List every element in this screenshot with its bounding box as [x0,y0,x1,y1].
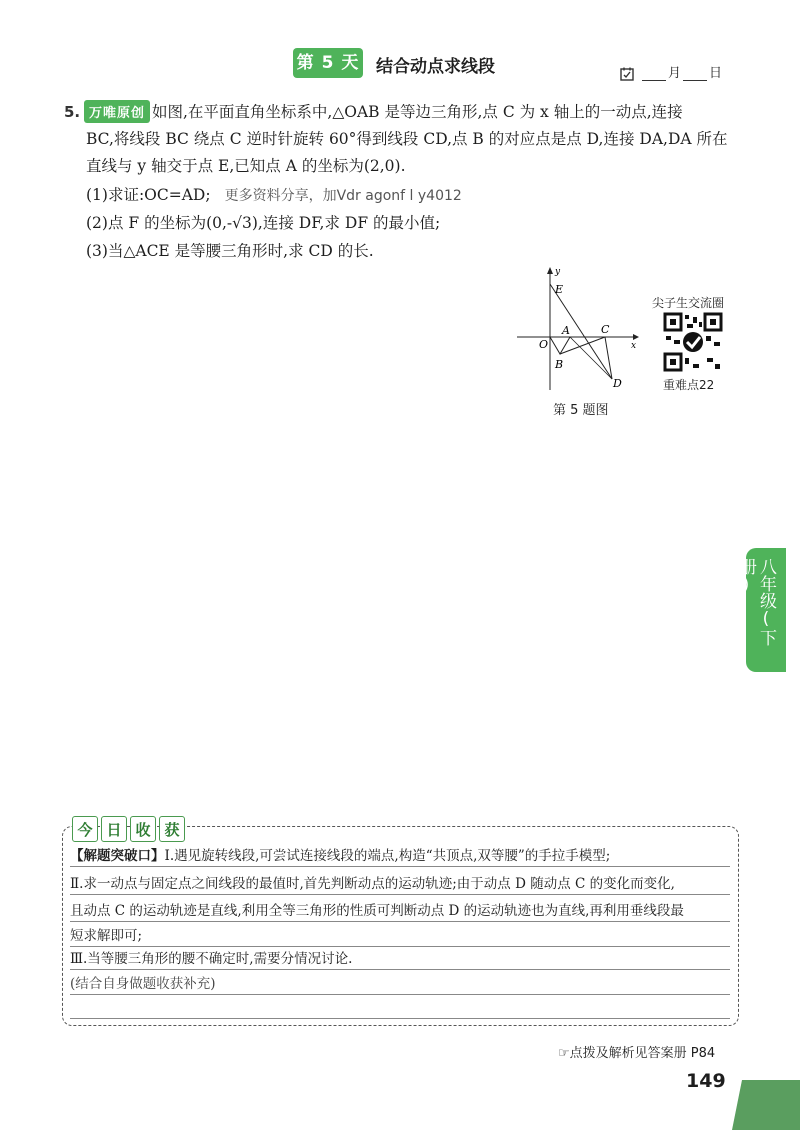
day-blank[interactable] [683,68,707,81]
sub-question-1 [86,182,462,210]
harvest-line [70,846,730,867]
grade-side-tab [736,548,786,672]
sub-question-3: (3)当△ACE 是等腰三角形时,求 CD 的长. [86,242,374,260]
question-text-line: 直线与 y 轴交于点 E,已知点 A 的坐标为(2,0). [86,157,406,175]
harvest-title-char: 收 [130,816,156,842]
label-e: E [555,283,564,296]
label-o: O [539,338,549,351]
qr-code-icon[interactable] [663,312,723,372]
label-b: B [555,358,564,371]
month-label: 月 [668,66,682,81]
label-x: x [631,341,637,351]
date-field [620,62,722,81]
harvest-line: 短求解即可; [70,926,730,947]
promo-text: 更多资料分享，加Vdr agonf l y4012 [224,188,462,204]
harvest-line: (结合自身做题收获补充) [70,974,730,995]
harvest-line: 且动点 C 的运动轨迹是直线,利用全等三角形的性质可判断动点 D 的运动轨迹也为直线,再利用垂线段最 [70,901,730,922]
month-blank[interactable] [642,68,666,81]
day-label: 日 [709,66,723,81]
calendar-icon [620,67,634,81]
qr-subtitle: 重难点22 [663,378,715,392]
brand-badge: 万唯原创 [84,100,150,123]
corner-decoration [732,1080,800,1130]
harvest-title [72,816,188,842]
harvest-line-text: Ⅰ.遇见旋转线段,可尝试连接线段的端点,构造“共顶点,双等腰”的手拉手模型; [164,848,611,864]
page-title: 结合动点求线段 [376,57,495,77]
question-text-line: 如图,在平面直角坐标系中,△OAB 是等边三角形,点 C 为 x 轴上的一动点,连接 [152,103,683,121]
harvest-blank-line[interactable] [70,1000,730,1019]
question-number: 5. [64,103,81,121]
figure-caption: 第 5 题图 [553,403,609,418]
harvest-title-char: 今 [72,816,98,842]
label-y: y [555,267,561,277]
x-axis-arrow [633,334,639,340]
label-a: A [562,324,570,337]
label-d: D [613,377,622,390]
harvest-line: Ⅲ.当等腰三角形的腰不确定时,需要分情况讨论. [70,949,730,970]
harvest-line: Ⅱ.求一动点与固定点之间线段的最值时,首先判断动点的运动轨迹;由于动点 D 随动点 C 的变化而变化, [70,874,730,895]
geometry-figure [515,262,645,392]
answer-reference: ☞点拨及解析见答案册 P84 [558,1046,716,1061]
label-c: C [601,323,610,336]
page-number: 149 [686,1070,726,1092]
sub-question-1-text: (1)求证:OC=AD; [86,186,211,204]
question-text-line: BC,将线段 BC 绕点 C 逆时针旋转 60°得到线段 CD,点 B 的对应点是点 D,连接 DA,DA 所在 [86,130,728,148]
key-label: 【解题突破口】 [70,848,165,864]
harvest-title-char: 获 [159,816,185,842]
day-badge: 第 5 天 [293,48,363,78]
y-axis-arrow [547,267,553,274]
sub-question-2: (2)点 F 的坐标为(0,-√3),连接 DF,求 DF 的最小值; [86,214,441,232]
qr-title: 尖子生交流圈 [652,296,725,310]
grade-side-tab-label: 八年级(下册) [736,558,776,646]
segment-bc [560,337,605,354]
harvest-title-char: 日 [101,816,127,842]
